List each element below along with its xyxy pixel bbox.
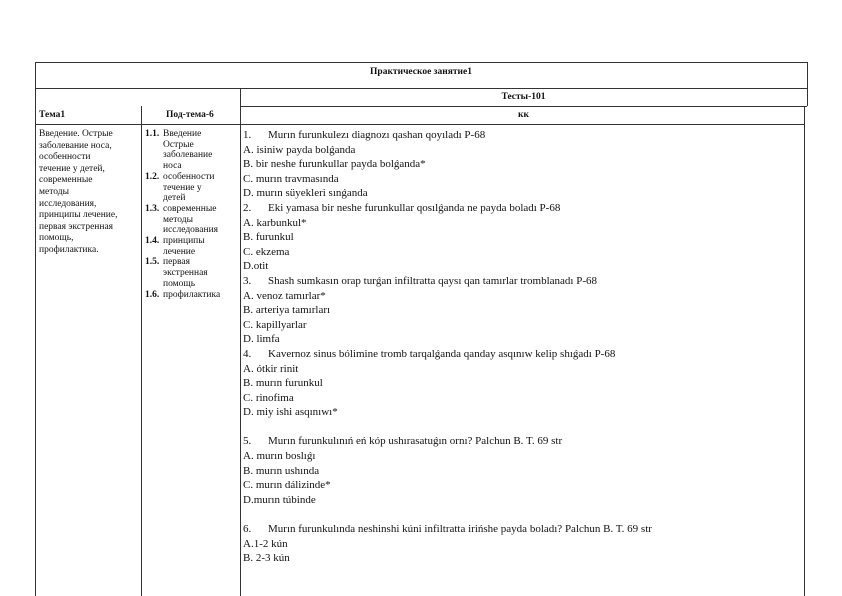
question-text [243, 347, 803, 362]
col-divider-1 [141, 106, 142, 596]
answer-option: D. miy ishi asqınıwı* [243, 406, 338, 419]
theme-line: течение у детей, [39, 163, 105, 174]
subtheme-number: 1.6. [145, 289, 160, 300]
question-body: Kavernoz sinus bólimine tromb tarqalǵanda qanday asqınıw kelip shıǵadı P-68 [268, 347, 616, 360]
subtheme-line: помощь [163, 278, 196, 289]
answer-option: C. rinofima [243, 391, 294, 404]
subtheme-text [163, 290, 237, 301]
table-border-left [35, 62, 36, 596]
answer-option: A. isiniw payda bolǵanda [243, 143, 356, 156]
row-divider-3 [35, 124, 805, 125]
theme-line: помощь, [39, 233, 74, 244]
answer-option: C. murın dálizinde* [243, 479, 331, 492]
column-header-subtheme: Под-тема-6 [166, 110, 214, 120]
subtheme-item [145, 236, 237, 257]
answer-option: B. furunkul [243, 231, 294, 244]
row-divider-2 [240, 106, 807, 107]
answer-option: A. karbunkul* [243, 216, 307, 229]
table-border-right-lower [804, 106, 805, 596]
question-number: 4. [243, 347, 252, 360]
subtheme-line: Острые [163, 139, 194, 150]
theme-line: заболевание носа, [39, 140, 112, 151]
subtheme-text [163, 129, 237, 172]
theme-description [39, 129, 136, 257]
page-title: Практическое занятие1 [370, 67, 472, 77]
question-number: 2. [243, 201, 252, 214]
subtheme-number: 1.1. [145, 129, 160, 139]
subtheme-line: заболевание [163, 150, 213, 161]
question-number: 6. [243, 523, 252, 536]
theme-line: современные [39, 175, 93, 186]
row-divider-1 [35, 88, 808, 89]
answer-option: A. venoz tamırlar* [243, 289, 326, 302]
question-text [243, 434, 803, 449]
column-header-theme: Тема1 [39, 110, 66, 120]
subtheme-line: принципы [163, 236, 205, 247]
spacer [243, 420, 803, 435]
question-text [243, 201, 803, 216]
subtheme-item [145, 257, 237, 289]
spacer [243, 507, 803, 522]
question-body: Murın furunkulınıń eń kóp ushırasatuǵın ornı? Palchun B. T. 69 str [268, 435, 563, 448]
subtheme-line: Введение [163, 129, 202, 139]
answer-option: D. murın süyekleri sınǵanda [243, 187, 368, 200]
question-body: Murın furunkulında neshinshi kúni infiltratta irińshe payda boladı? Palchun B. T. 69 str [268, 523, 652, 536]
subtheme-line: первая [163, 257, 190, 268]
subtheme-text [163, 236, 237, 257]
table-border-top [35, 62, 808, 63]
subtheme-number: 1.5. [145, 257, 160, 268]
subtheme-item [145, 290, 237, 301]
subtheme-number: 1.4. [145, 236, 160, 247]
theme-line: профилактика. [39, 244, 99, 255]
answer-option: B. arteriya tamırları [243, 304, 331, 317]
answer-option: B. murın ushında [243, 464, 320, 477]
theme-line: принципы лечение, [39, 210, 118, 221]
theme-line: первая экстренная [39, 221, 114, 232]
tests-label: Тесты-101 [501, 92, 546, 102]
subtheme-number: 1.2. [145, 171, 160, 182]
subtheme-text [163, 204, 237, 236]
col-divider-2 [240, 88, 241, 596]
subtheme-number: 1.3. [145, 203, 160, 214]
subtheme-line: носа [163, 161, 182, 172]
subtheme-line: исследования [163, 225, 219, 236]
answer-option: B. bir neshe furunkullar payda bolǵanda* [243, 158, 426, 171]
subtheme-line: профилактика [163, 289, 221, 300]
question-number: 3. [243, 274, 252, 287]
subtheme-line: течение у [163, 182, 202, 193]
answer-option: C. murın travmasında [243, 172, 339, 185]
answer-option: A.1-2 kún [243, 537, 288, 550]
answer-option: B. murın furunkul [243, 377, 323, 390]
theme-line: Введение. Острые [39, 129, 113, 139]
question-number: 1. [243, 129, 252, 141]
answer-option: A. ótkir rinit [243, 362, 299, 375]
subtheme-text [163, 172, 237, 204]
subtheme-line: методы [163, 214, 193, 225]
theme-line: методы [39, 186, 69, 197]
subtheme-line: лечение [163, 246, 196, 257]
question-body: Shash sumkasın orap turǵan infiltratta qaysı qan tamırlar tromblanadı P-68 [268, 274, 598, 287]
theme-line: особенности [39, 152, 91, 163]
question-body: Eki yamasa bir neshe furunkullar qosılǵanda ne payda boladı P-68 [268, 201, 561, 214]
answer-option: D. limfa [243, 333, 280, 346]
subtheme-line: детей [163, 193, 186, 204]
column-header-kk: кк [518, 110, 529, 120]
theme-line: исследования, [39, 198, 97, 209]
question-text [243, 522, 803, 537]
subtheme-list [145, 129, 237, 300]
subtheme-line: экстренная [163, 268, 208, 279]
question-number: 5. [243, 435, 252, 448]
subtheme-line: особенности [163, 171, 215, 182]
answer-option: C. kapillyarlar [243, 318, 307, 331]
answer-option: B. 2-3 kún [243, 552, 290, 565]
question-text [243, 128, 803, 143]
subtheme-item [145, 204, 237, 236]
answer-option: D.murın túbinde [243, 493, 316, 506]
question-list [243, 128, 803, 566]
question-text [243, 274, 803, 289]
subtheme-text [163, 257, 237, 289]
subtheme-item [145, 129, 237, 172]
answer-option: A. murın boslıǵı [243, 450, 316, 463]
question-body: Murın furunkulezı diagnozı qashan qoyıladı P-68 [268, 129, 486, 141]
subtheme-line: современные [163, 203, 217, 214]
subtheme-item [145, 172, 237, 204]
answer-option: C. ekzema [243, 245, 290, 258]
answer-option: D.otit [243, 260, 269, 273]
